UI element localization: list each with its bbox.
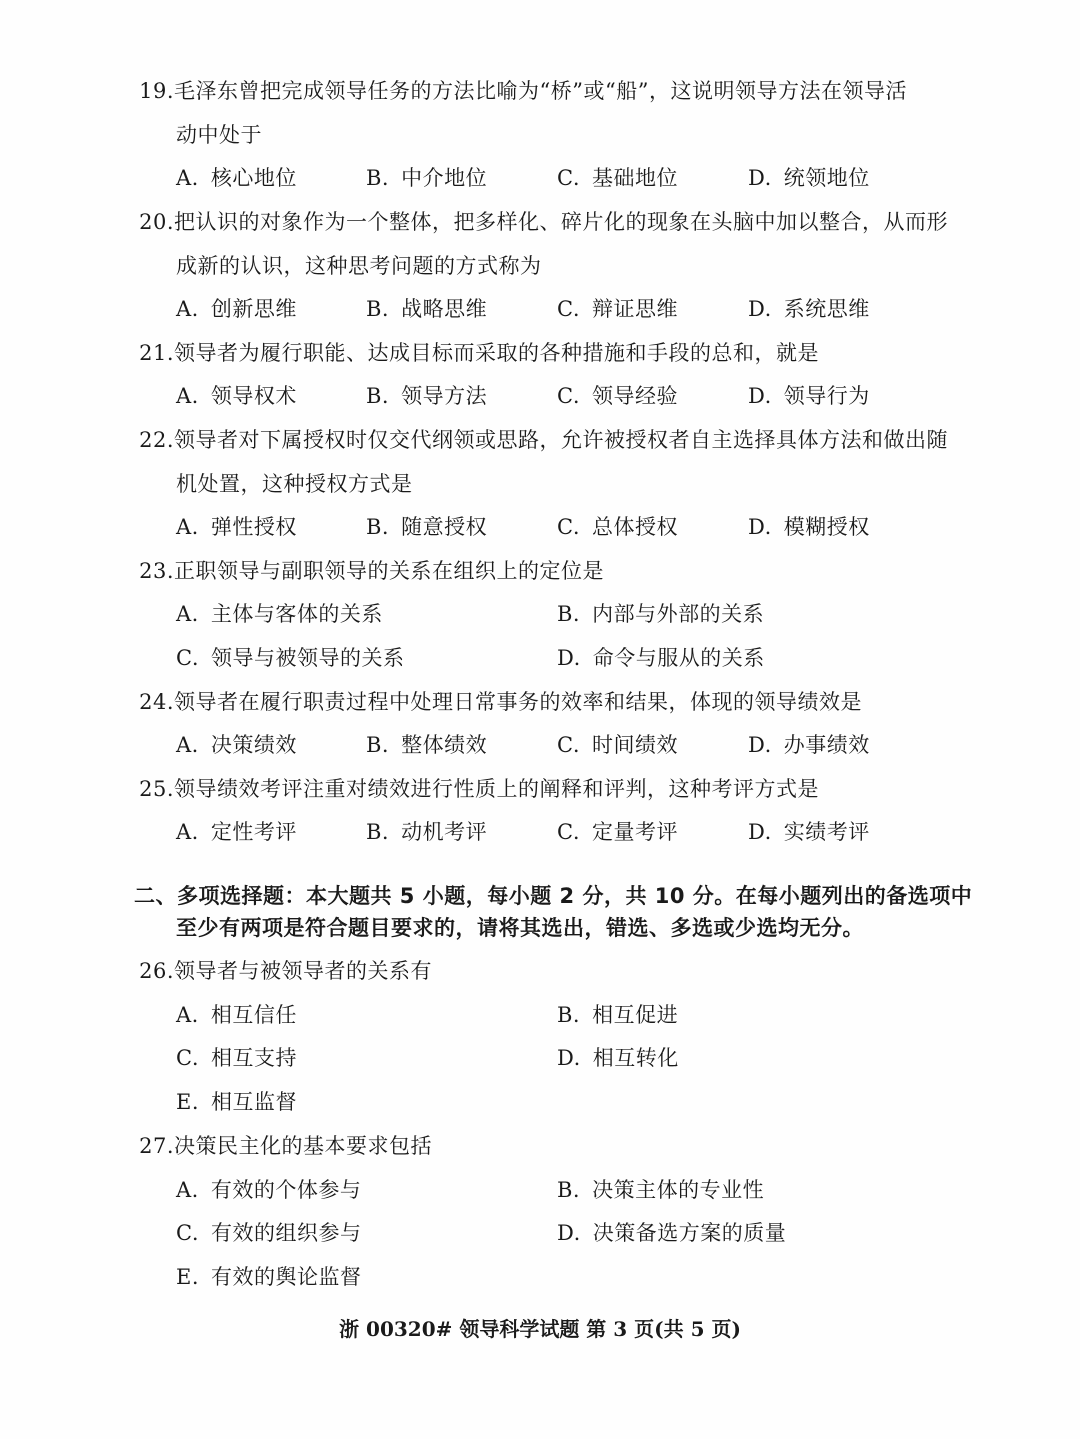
question-number: 20. <box>139 210 174 234</box>
question-stem-text: 决策民主化的基本要求包括 <box>174 1134 432 1158</box>
option-text: 总体授权 <box>592 515 678 539</box>
option-text: 领导行为 <box>783 384 870 408</box>
question-23-stem-line1 <box>130 556 604 586</box>
question-21-option-b <box>366 381 487 411</box>
question-number: 22. <box>139 428 174 452</box>
question-27-option-e <box>176 1262 362 1292</box>
question-20-option-c <box>557 294 678 324</box>
question-26-option-c <box>176 1043 297 1073</box>
question-26-option-e <box>176 1087 297 1117</box>
option-key: B. <box>366 820 390 844</box>
question-20-stem-line1 <box>130 207 948 237</box>
option-text: 实绩考评 <box>783 820 870 844</box>
question-number: 27. <box>139 1134 174 1158</box>
question-stem-text: 正职领导与副职领导的关系在组织上的定位是 <box>174 559 604 583</box>
question-22-option-b <box>366 512 487 542</box>
question-24-option-c <box>557 730 678 760</box>
option-text: 定量考评 <box>592 820 678 844</box>
option-text: 统领地位 <box>783 166 870 190</box>
option-text: 相互促进 <box>592 1003 679 1027</box>
question-number: 23. <box>139 559 174 583</box>
option-key: C. <box>557 166 580 190</box>
option-text: 相互监督 <box>211 1090 298 1114</box>
question-21-option-d <box>748 381 870 411</box>
question-21-stem-line1 <box>130 338 819 368</box>
question-20-option-d <box>748 294 870 324</box>
question-25-option-c <box>557 817 678 847</box>
option-text: 战略思维 <box>401 297 488 321</box>
option-text: 中介地位 <box>401 166 488 190</box>
option-key: E. <box>176 1090 200 1114</box>
question-23-option-a <box>176 599 383 629</box>
question-stem-text: 领导者为履行职能、达成目标而采取的各种措施和手段的总和，就是 <box>174 341 819 365</box>
option-key: B. <box>557 602 581 626</box>
option-key: B. <box>557 1178 581 1202</box>
option-text: 动机考评 <box>401 820 488 844</box>
question-26-option-d <box>557 1043 679 1073</box>
option-text: 决策绩效 <box>210 733 297 757</box>
option-key: A. <box>176 384 199 408</box>
option-key: D. <box>748 820 772 844</box>
option-text: 模糊授权 <box>783 515 870 539</box>
option-key: B. <box>366 733 390 757</box>
option-key: A. <box>176 166 199 190</box>
question-27-option-b <box>557 1175 764 1205</box>
option-text: 相互转化 <box>592 1046 679 1070</box>
option-text: 主体与客体的关系 <box>210 602 383 626</box>
option-text: 办事绩效 <box>783 733 870 757</box>
question-24-option-a <box>176 730 297 760</box>
question-19-stem-line1 <box>130 76 907 106</box>
question-19-option-d <box>748 163 870 193</box>
question-20-option-a <box>176 294 297 324</box>
question-22-option-a <box>176 512 297 542</box>
option-key: C. <box>176 1221 199 1245</box>
question-20-option-b <box>366 294 487 324</box>
option-text: 弹性授权 <box>210 515 297 539</box>
option-key: C. <box>557 384 580 408</box>
question-25-option-b <box>366 817 487 847</box>
option-text: 领导与被领导的关系 <box>211 646 405 670</box>
question-24-option-b <box>366 730 487 760</box>
option-text: 有效的舆论监督 <box>211 1265 362 1289</box>
question-20-stem-line2: 成新的认识，这种思考问题的方式称为 <box>176 254 542 278</box>
option-key: C. <box>557 515 580 539</box>
option-text: 有效的个体参与 <box>210 1178 362 1202</box>
option-text: 基础地位 <box>592 166 678 190</box>
option-key: C. <box>176 1046 199 1070</box>
section-2-heading-line2: 至少有两项是符合题目要求的，请将其选出，错选、多选或少选均无分。 <box>176 916 864 940</box>
question-22-stem-line2: 机处置，这种授权方式是 <box>176 472 413 496</box>
option-key: B. <box>366 297 390 321</box>
question-19-option-b <box>366 163 487 193</box>
option-text: 辩证思维 <box>592 297 678 321</box>
option-key: D. <box>748 384 772 408</box>
option-text: 创新思维 <box>210 297 297 321</box>
question-number: 25. <box>139 777 174 801</box>
option-key: C. <box>176 646 199 670</box>
option-text: 领导方法 <box>401 384 488 408</box>
option-text: 相互支持 <box>211 1046 297 1070</box>
section-2-heading-line1: 二、多项选择题：本大题共 5 小题，每小题 2 分，共 10 分。在每小题列出的备选项中 <box>134 884 973 908</box>
question-26-option-b <box>557 1000 678 1030</box>
question-25-option-d <box>748 817 870 847</box>
option-text: 命令与服从的关系 <box>592 646 765 670</box>
option-key: E. <box>176 1265 200 1289</box>
question-25-option-a <box>176 817 297 847</box>
option-text: 时间绩效 <box>592 733 678 757</box>
question-22-stem-line1 <box>130 425 948 455</box>
option-key: D. <box>557 1046 581 1070</box>
question-26-option-a <box>176 1000 297 1030</box>
page-footer: 浙 00320# 领导科学试题 第 3 页(共 5 页) <box>339 1317 741 1341</box>
question-27-stem-line1 <box>130 1131 432 1161</box>
option-key: D. <box>557 646 581 670</box>
option-text: 核心地位 <box>210 166 297 190</box>
question-26-stem-line1 <box>130 956 432 986</box>
question-23-option-c <box>176 643 405 673</box>
option-key: B. <box>366 166 390 190</box>
question-27-option-a <box>176 1175 361 1205</box>
option-key: A. <box>176 733 199 757</box>
question-number: 21. <box>139 341 174 365</box>
option-key: D. <box>748 297 772 321</box>
option-text: 有效的组织参与 <box>211 1221 362 1245</box>
question-number: 19. <box>139 79 174 103</box>
option-key: A. <box>176 602 199 626</box>
option-key: D. <box>748 733 772 757</box>
question-number: 24. <box>139 690 174 714</box>
option-text: 系统思维 <box>783 297 870 321</box>
question-27-option-d <box>557 1218 786 1248</box>
question-25-stem-line1 <box>130 774 819 804</box>
option-text: 整体绩效 <box>401 733 488 757</box>
question-23-option-b <box>557 599 764 629</box>
option-key: D. <box>748 166 772 190</box>
option-key: A. <box>176 1178 199 1202</box>
question-stem-text: 领导者对下属授权时仅交代纲领或思路，允许被授权者自主选择具体方法和做出随 <box>174 428 948 452</box>
option-key: C. <box>557 820 580 844</box>
option-key: A. <box>176 515 199 539</box>
option-text: 决策主体的专业性 <box>592 1178 765 1202</box>
option-key: A. <box>176 820 199 844</box>
option-text: 决策备选方案的质量 <box>592 1221 787 1245</box>
option-text: 定性考评 <box>210 820 297 844</box>
option-key: A. <box>176 1003 199 1027</box>
option-text: 内部与外部的关系 <box>592 602 765 626</box>
option-key: D. <box>557 1221 581 1245</box>
question-stem-text: 领导者与被领导者的关系有 <box>174 959 432 983</box>
question-stem-text: 领导者在履行职责过程中处理日常事务的效率和结果，体现的领导绩效是 <box>174 690 862 714</box>
option-key: B. <box>366 384 390 408</box>
question-number: 26. <box>139 959 174 983</box>
option-key: C. <box>557 733 580 757</box>
option-text: 领导经验 <box>592 384 678 408</box>
question-21-option-a <box>176 381 297 411</box>
question-27-option-c <box>176 1218 362 1248</box>
option-text: 相互信任 <box>210 1003 297 1027</box>
option-text: 领导权术 <box>210 384 297 408</box>
question-22-option-d <box>748 512 870 542</box>
option-key: B. <box>557 1003 581 1027</box>
option-key: C. <box>557 297 580 321</box>
question-23-option-d <box>557 643 765 673</box>
option-key: B. <box>366 515 390 539</box>
question-24-stem-line1 <box>130 687 862 717</box>
question-22-option-c <box>557 512 678 542</box>
question-19-stem-line2: 动中处于 <box>176 123 262 147</box>
question-24-option-d <box>748 730 870 760</box>
question-stem-text: 领导绩效考评注重对绩效进行性质上的阐释和评判，这种考评方式是 <box>174 777 819 801</box>
question-19-option-c <box>557 163 678 193</box>
question-19-option-a <box>176 163 297 193</box>
option-text: 随意授权 <box>401 515 488 539</box>
question-21-option-c <box>557 381 678 411</box>
option-key: A. <box>176 297 199 321</box>
option-key: D. <box>748 515 772 539</box>
question-stem-text: 毛泽东曾把完成领导任务的方法比喻为“桥”或“船”，这说明领导方法在领导活 <box>174 79 907 103</box>
question-stem-text: 把认识的对象作为一个整体，把多样化、碎片化的现象在头脑中加以整合，从而形 <box>174 210 948 234</box>
